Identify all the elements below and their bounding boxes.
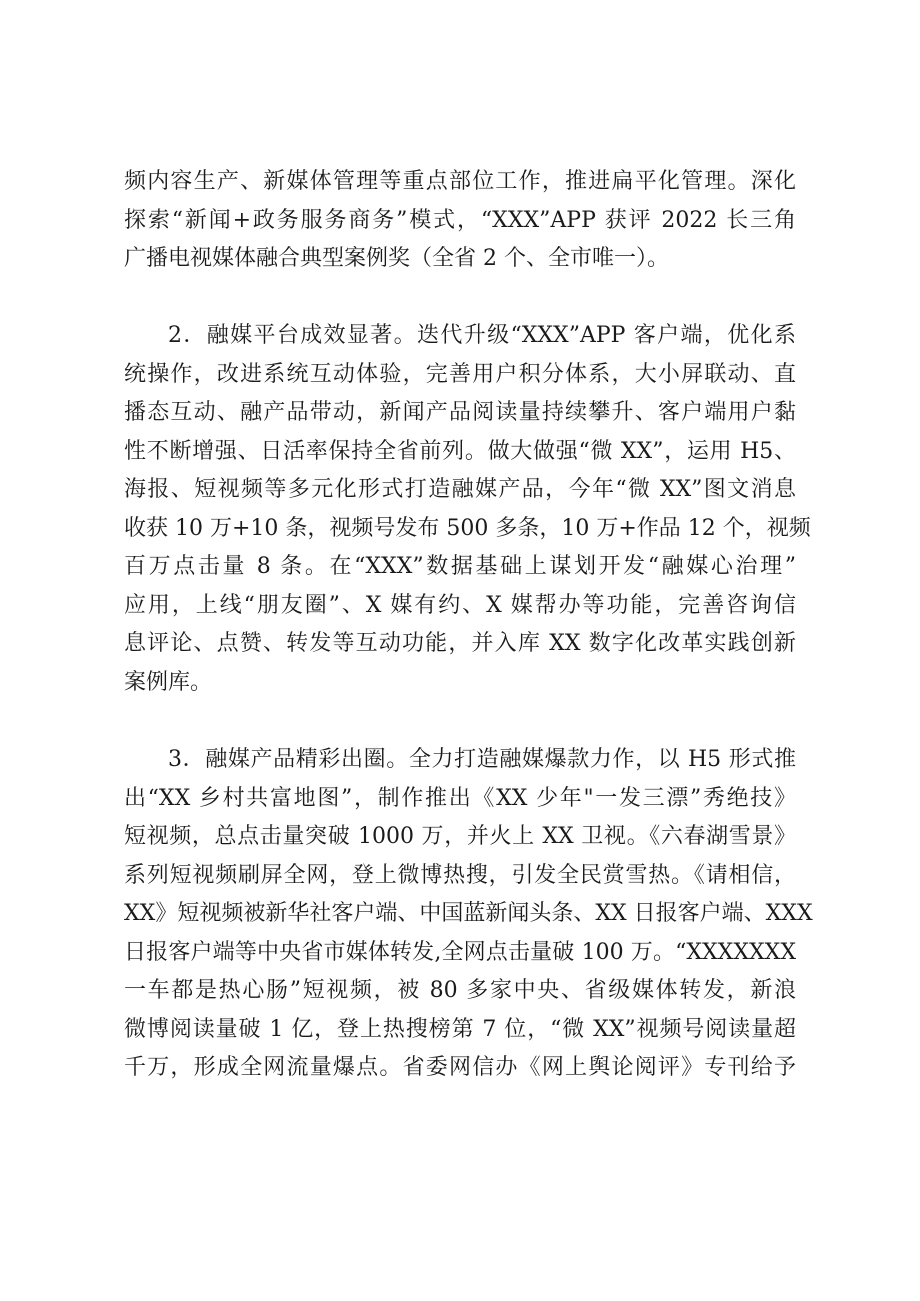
text-line: XX》短视频被新华社客户端、中国蓝新闻头条、XX 日报客户端、XXX (124, 901, 813, 926)
text-line: 微博阅读量破 1 亿，登上热搜榜第 7 位，“微 XX”视频号阅读量超 (124, 1016, 796, 1042)
text-line: 统操作，改进系统互动体验，完善用户积分体系，大小屏联动、直 (124, 361, 796, 387)
text-line: 2．融媒平台成效显著。迭代升级“XXX”APP 客户端，优化系 (168, 323, 796, 348)
text-line: 日报客户端等中央省市媒体转发,全网点击量破 100 万。“XXXXXXX (124, 939, 796, 965)
text-line: 应用，上线“朋友圈”、X 媒有约、X 媒帮办等功能，完善咨询信 (124, 592, 796, 618)
text-line: 频内容生产、新媒体管理等重点部位工作，推进扁平化管理。深化 (124, 169, 796, 194)
paragraph-platform-results (124, 317, 811, 702)
text-line: 3．融媒产品精彩出圈。全力打造融媒爆款力作，以 H5 形式推 (168, 747, 796, 772)
text-line: 百万点击量 8 条。在“XXX”数据基础上谋划开发“融媒心治理” (124, 554, 796, 579)
text-line: 性不断增强、日活率保持全省前列。做大做强“微 XX”，运用 H5、 (124, 438, 796, 464)
text-line: 短视频，总点击量突破 1000 万，并火上 XX 卫视。《六春湖雪景》 (124, 824, 796, 849)
text-line: 案例库。 (124, 669, 213, 695)
text-line: 探索“新闻+政务服务商务”模式，“XXX”APP 获评 2022 长三角 (124, 207, 796, 233)
text-line: 出“XX 乡村共富地图”，制作推出《XX 少年"一发三漂”秀绝技》 (124, 785, 796, 811)
paragraph-media-model (124, 163, 796, 279)
text-line: 广播电视媒体融合典型案例奖（全省 2 个、全市唯一）。 (124, 246, 669, 271)
text-line: 息评论、点赞、转发等互动功能，并入库 XX 数字化改革实践创新 (124, 631, 796, 656)
text-line: 收获 10 万+10 条，视频号发布 500 多条，10 万+作品 12 个，视频 (124, 515, 811, 541)
text-line: 系列短视频刷屏全网，登上微博热搜，引发全民赏雪热。《请相信， (124, 862, 796, 888)
paragraph-product-highlights (124, 741, 813, 1088)
text-line: 海报、短视频等多元化形式打造融媒产品，今年“微 XX”图文消息 (124, 477, 796, 502)
text-line: 一车都是热心肠”短视频，被 80 多家中央、省级媒体转发，新浪 (124, 978, 796, 1003)
text-line: 播态互动、融产品带动，新闻产品阅读量持续攀升、客户端用户黏 (124, 400, 796, 425)
text-line: 千万，形成全网流量爆点。省委网信办《网上舆论阅评》专刊给予 (124, 1055, 796, 1080)
